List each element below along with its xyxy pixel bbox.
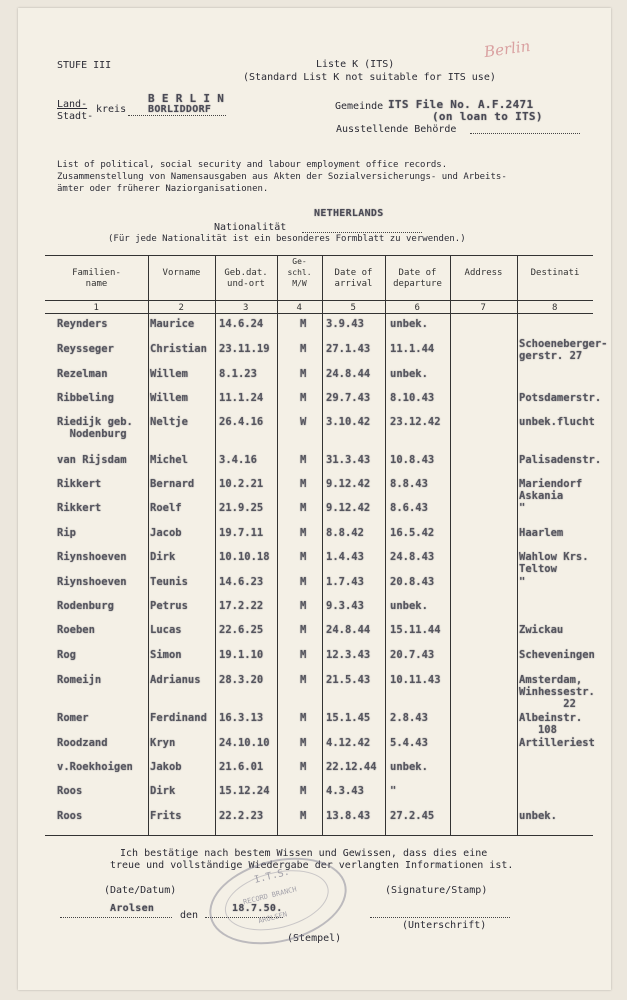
first-name-cell: Adrianus <box>150 674 201 686</box>
departure-date-cell: 24.8.43 <box>390 551 435 563</box>
departure-date-cell: 5.4.43 <box>390 737 428 749</box>
birth-date-cell: 21.6.01 <box>219 761 264 773</box>
column-header-text: departure <box>393 279 442 289</box>
departure-date-cell: unbek. <box>390 761 428 773</box>
gender-cell: M <box>300 737 307 749</box>
gender-cell: M <box>300 454 307 466</box>
arrival-date-cell: 8.8.42 <box>326 527 364 539</box>
column-header-text: schl. <box>287 268 312 277</box>
column-header-text: Date of <box>398 268 437 278</box>
column-header-text: arrival <box>334 279 373 289</box>
departure-date-cell: 23.12.42 <box>390 416 441 428</box>
column-number: 3 <box>243 303 249 313</box>
birth-date-cell: 24.10.10 <box>219 737 270 749</box>
column-header <box>450 268 517 279</box>
departure-date-cell: unbek. <box>390 600 428 612</box>
column-header <box>322 268 385 290</box>
first-name-cell: Bernard <box>150 478 195 490</box>
place-value: Arolsen <box>110 903 155 914</box>
family-name-cell: Rodenburg <box>57 600 114 612</box>
destination-cell: unbek. <box>519 810 557 822</box>
family-name-cell: Roeben <box>57 624 95 636</box>
place-dotted-line <box>60 917 172 918</box>
family-name-cell: Rikkert <box>57 478 102 490</box>
first-name-cell: Willem <box>150 368 188 380</box>
liste-title: Liste K (ITS) <box>316 59 395 70</box>
gender-cell: M <box>300 761 307 773</box>
family-name-cell: Romeijn <box>57 674 102 686</box>
birth-date-cell: 26.4.16 <box>219 416 264 428</box>
birth-date-cell: 15.12.24 <box>219 785 270 797</box>
arrival-date-cell: 24.8.44 <box>326 368 371 380</box>
arrival-date-cell: 3.10.42 <box>326 416 371 428</box>
first-name-cell: Jacob <box>150 527 182 539</box>
family-name-cell: van Rijsdam <box>57 454 127 466</box>
column-number: 5 <box>350 303 356 313</box>
gender-cell: M <box>300 712 307 724</box>
unterschrift-label: (Unterschrift) <box>402 920 487 931</box>
birth-date-cell: 22.6.25 <box>219 624 264 636</box>
gender-cell: M <box>300 624 307 636</box>
column-header-text: Familien- <box>72 268 121 278</box>
its-stamp: I.T.S. RECORD BRANCH AROLSEN <box>200 844 356 957</box>
destination-cell: " <box>519 576 526 588</box>
first-name-cell: Teunis <box>150 576 188 588</box>
family-name-cell: Rip <box>57 527 76 539</box>
first-name-cell: Michel <box>150 454 188 466</box>
family-name-cell: Reysseger <box>57 343 114 355</box>
destination-cell: unbek.flucht <box>519 416 595 428</box>
arrival-date-cell: 13.8.43 <box>326 810 371 822</box>
column-header-text: Destinati <box>530 268 580 278</box>
kreis-value: B E R L I N <box>148 92 225 105</box>
column-header-text: Geb.dat. <box>224 268 268 278</box>
table-col-divider <box>450 255 451 835</box>
date-value: 18.7.50. <box>232 903 283 914</box>
arrival-date-cell: 29.7.43 <box>326 392 371 404</box>
column-header-text: Address <box>464 268 503 278</box>
destination-cell: Schoeneberger- gerstr. 27 <box>519 338 608 362</box>
destination-cell: Scheveningen <box>519 649 595 661</box>
table-number-rule <box>45 313 593 314</box>
birth-date-cell: 22.2.23 <box>219 810 264 822</box>
column-header <box>277 256 322 289</box>
birth-date-cell: 11.1.24 <box>219 392 264 404</box>
stempel-label: (Stempel) <box>287 933 342 944</box>
birth-date-cell: 14.6.24 <box>219 318 264 330</box>
destination-cell: Palisadenstr. <box>519 454 602 466</box>
gender-cell: M <box>300 318 307 330</box>
kreis-label: kreis <box>96 104 127 115</box>
birth-date-cell: 3.4.16 <box>219 454 257 466</box>
gender-cell: M <box>300 810 307 822</box>
arrival-date-cell: 1.4.43 <box>326 551 364 563</box>
table-col-divider <box>322 255 323 835</box>
column-number: 7 <box>480 303 486 313</box>
gender-cell: M <box>300 600 307 612</box>
departure-date-cell: 11.1.44 <box>390 343 435 355</box>
column-header <box>215 268 277 290</box>
first-name-cell: Neltje <box>150 416 188 428</box>
family-name-cell: Roos <box>57 810 83 822</box>
family-name-cell: Reynders <box>57 318 108 330</box>
family-name-cell: Rezelman <box>57 368 108 380</box>
signature-dotted-line <box>370 917 510 918</box>
column-number: 4 <box>296 303 302 313</box>
birth-date-cell: 28.3.20 <box>219 674 264 686</box>
column-number: 1 <box>93 303 99 313</box>
departure-date-cell: unbek. <box>390 318 428 330</box>
birth-date-cell: 21.9.25 <box>219 502 264 514</box>
table-col-divider <box>517 255 518 835</box>
family-name-cell: Rikkert <box>57 502 102 514</box>
description-line-2: Zusammenstellung von Namensausgaben aus Akten der Sozialversicherungs- und Arbeits- <box>57 172 507 182</box>
destination-cell: " <box>519 502 526 514</box>
arrival-date-cell: 24.8.44 <box>326 624 371 636</box>
nationality-dotted-line <box>302 232 422 233</box>
departure-date-cell: 8.6.43 <box>390 502 428 514</box>
table-col-divider <box>385 255 386 835</box>
gender-cell: M <box>300 649 307 661</box>
date-label: (Date/Datum) <box>104 885 177 896</box>
arrival-date-cell: 9.3.43 <box>326 600 364 612</box>
gender-cell: W <box>300 416 307 428</box>
arrival-date-cell: 3.9.43 <box>326 318 364 330</box>
land-label: Land- <box>57 99 88 110</box>
arrival-date-cell: 9.12.42 <box>326 478 371 490</box>
birth-date-cell: 10.10.18 <box>219 551 270 563</box>
gender-cell: M <box>300 502 307 514</box>
destination-cell: Zwickau <box>519 624 564 636</box>
arrival-date-cell: 4.12.42 <box>326 737 371 749</box>
family-name-cell: Roos <box>57 785 83 797</box>
table-col-divider <box>215 255 216 835</box>
column-header-text: Date of <box>334 268 373 278</box>
stadt-label: Stadt- <box>57 111 94 122</box>
birth-date-cell: 8.1.23 <box>219 368 257 380</box>
gender-cell: M <box>300 478 307 490</box>
den-label: den <box>180 910 199 921</box>
table-bottom-rule <box>45 835 593 836</box>
column-header-text: Ge- <box>292 257 307 266</box>
nationality-note: (Für jede Nationalität ist ein besonderes Formblatt zu verwenden.) <box>108 234 466 244</box>
column-number: 6 <box>414 303 420 313</box>
arrival-date-cell: 27.1.43 <box>326 343 371 355</box>
pencil-note: Berlin <box>482 36 532 62</box>
family-name-cell: Romer <box>57 712 89 724</box>
gender-cell: M <box>300 551 307 563</box>
column-header <box>148 268 215 279</box>
arrival-date-cell: 15.1.45 <box>326 712 371 724</box>
column-header-text: und-ort <box>227 279 265 289</box>
family-name-cell: Rog <box>57 649 76 661</box>
departure-date-cell: 8.8.43 <box>390 478 428 490</box>
gender-cell: M <box>300 343 307 355</box>
signature-label: (Signature/Stamp) <box>385 885 488 896</box>
birth-date-cell: 19.7.11 <box>219 527 264 539</box>
first-name-cell: Jakob <box>150 761 182 773</box>
family-name-cell: Roodzand <box>57 737 108 749</box>
gemeinde-value: ITS File No. A.F.2471 <box>388 98 534 111</box>
departure-date-cell: 20.8.43 <box>390 576 435 588</box>
family-name-cell: Riynshoeven <box>57 576 127 588</box>
birth-date-cell: 14.6.23 <box>219 576 264 588</box>
birth-date-cell: 17.2.22 <box>219 600 264 612</box>
departure-date-cell: 8.10.43 <box>390 392 435 404</box>
departure-date-cell: 15.11.44 <box>390 624 441 636</box>
stufe-label: STUFE III <box>57 60 112 71</box>
gender-cell: M <box>300 527 307 539</box>
behoerde-dotted-line <box>470 133 580 134</box>
column-number: 8 <box>552 303 558 313</box>
column-number: 2 <box>178 303 184 313</box>
first-name-cell: Christian <box>150 343 207 355</box>
first-name-cell: Simon <box>150 649 182 661</box>
first-name-cell: Ferdinand <box>150 712 207 724</box>
nationality-value: NETHERLANDS <box>314 208 384 219</box>
gemeinde-label: Gemeinde <box>335 101 384 112</box>
departure-date-cell: 2.8.43 <box>390 712 428 724</box>
family-name-cell: Riedijk geb. Nodenburg <box>57 416 133 440</box>
kreis-dotted-line <box>128 115 226 116</box>
arrival-date-cell: 4.3.43 <box>326 785 364 797</box>
arrival-date-cell: 21.5.43 <box>326 674 371 686</box>
description-line-3: ämter oder früherer Naziorganisationen. <box>57 184 269 194</box>
first-name-cell: Lucas <box>150 624 182 636</box>
table-header-rule <box>45 300 593 301</box>
column-header <box>517 268 593 279</box>
confirmation-line-1: Ich bestätige nach bestem Wissen und Gewissen, dass dies eine <box>120 848 488 859</box>
arrival-date-cell: 1.7.43 <box>326 576 364 588</box>
arrival-date-cell: 22.12.44 <box>326 761 377 773</box>
gemeinde-value-2: (on loan to ITS) <box>432 110 543 123</box>
column-header-text: M/W <box>292 279 307 288</box>
kreis-value-2: BORLIDDORF <box>148 104 212 115</box>
destination-cell: Artilleriest <box>519 737 595 749</box>
liste-subtitle: (Standard List K not suitable for ITS use) <box>243 72 496 83</box>
family-name-cell: v.Roekhoigen <box>57 761 133 773</box>
destination-cell: Amsterdam, Winhessestr. 22 <box>519 674 595 710</box>
nationality-label: Nationalität <box>214 222 287 233</box>
departure-date-cell: 20.7.43 <box>390 649 435 661</box>
departure-date-cell: 10.8.43 <box>390 454 435 466</box>
gender-cell: M <box>300 576 307 588</box>
departure-date-cell: unbek. <box>390 368 428 380</box>
arrival-date-cell: 31.3.43 <box>326 454 371 466</box>
column-header-text: Vorname <box>162 268 201 278</box>
table-col-divider <box>148 255 149 835</box>
gender-cell: M <box>300 368 307 380</box>
first-name-cell: Dirk <box>150 551 176 563</box>
gender-cell: M <box>300 674 307 686</box>
first-name-cell: Roelf <box>150 502 182 514</box>
first-name-cell: Willem <box>150 392 188 404</box>
description-line-1: List of political, social security and labour employment office records. <box>57 160 448 170</box>
column-header <box>385 268 450 290</box>
first-name-cell: Frits <box>150 810 182 822</box>
departure-date-cell: 27.2.45 <box>390 810 435 822</box>
departure-date-cell: " <box>390 785 397 797</box>
first-name-cell: Maurice <box>150 318 195 330</box>
birth-date-cell: 23.11.19 <box>219 343 270 355</box>
destination-cell: Potsdamerstr. <box>519 392 602 404</box>
departure-date-cell: 10.11.43 <box>390 674 441 686</box>
first-name-cell: Petrus <box>150 600 188 612</box>
arrival-date-cell: 12.3.43 <box>326 649 371 661</box>
destination-cell: Albeinstr. 108 <box>519 712 583 736</box>
column-header-text: name <box>85 279 108 289</box>
destination-cell: Mariendorf Askania <box>519 478 583 502</box>
column-header <box>45 268 148 290</box>
destination-cell: Wahlow Krs. Teltow <box>519 551 589 575</box>
destination-cell: Haarlem <box>519 527 564 539</box>
gender-cell: M <box>300 392 307 404</box>
confirmation-line-2: treue und vollständige Wiedergabe der verlangten Informationen ist. <box>110 860 514 871</box>
birth-date-cell: 10.2.21 <box>219 478 264 490</box>
first-name-cell: Dirk <box>150 785 176 797</box>
birth-date-cell: 19.1.10 <box>219 649 264 661</box>
behoerde-label: Ausstellende Behörde <box>336 124 457 135</box>
departure-date-cell: 16.5.42 <box>390 527 435 539</box>
family-name-cell: Riynshoeven <box>57 551 127 563</box>
gender-cell: M <box>300 785 307 797</box>
family-name-cell: Ribbeling <box>57 392 114 404</box>
table-col-divider <box>277 255 278 835</box>
arrival-date-cell: 9.12.42 <box>326 502 371 514</box>
birth-date-cell: 16.3.13 <box>219 712 264 724</box>
first-name-cell: Kryn <box>150 737 176 749</box>
